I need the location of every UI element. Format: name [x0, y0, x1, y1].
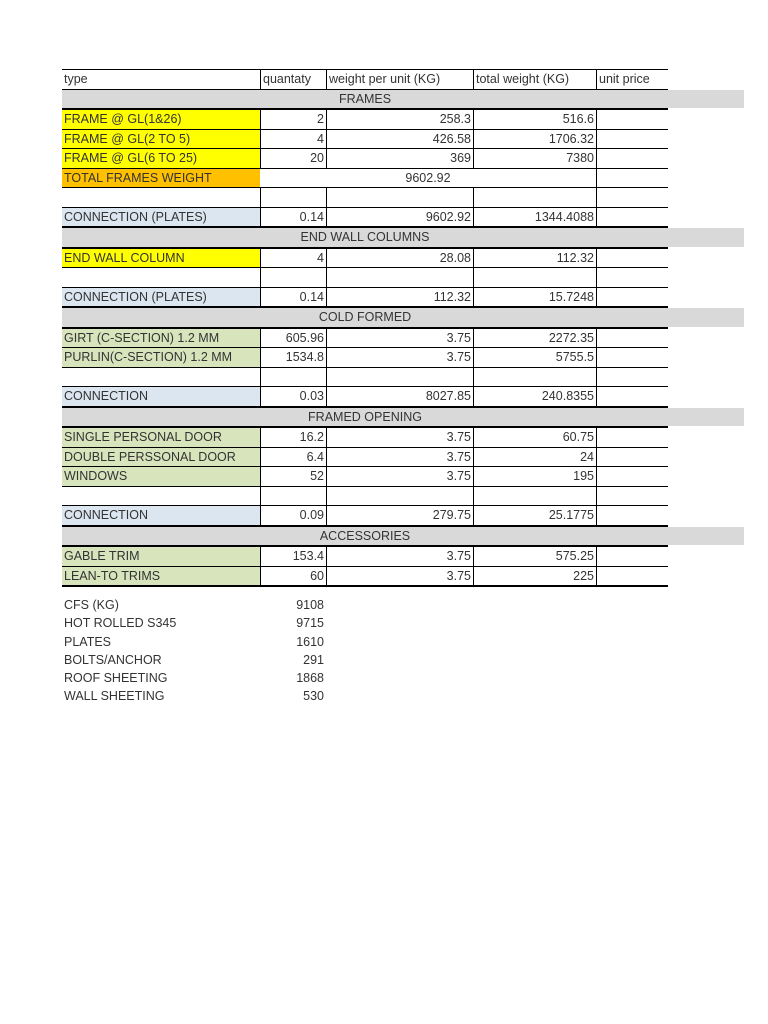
cell-total-weight[interactable]	[473, 487, 596, 506]
connection-row	[62, 288, 668, 309]
cell-quantity[interactable]	[260, 368, 326, 387]
cell-total-weight[interactable]: 5755.5	[473, 348, 596, 367]
summary-row	[64, 596, 334, 614]
summary-label[interactable]: ROOF SHEETING	[64, 671, 168, 686]
section-header-cold-formed	[62, 308, 668, 329]
cell-quantity[interactable]: 4	[260, 249, 326, 268]
summary-row	[64, 633, 334, 651]
section-header-accessories	[62, 527, 668, 548]
cell-type[interactable]	[62, 487, 260, 506]
cell-unit-price[interactable]	[596, 387, 668, 406]
cell-total-weight[interactable]: 60.75	[473, 428, 596, 447]
cell-unit-price[interactable]	[596, 208, 668, 227]
cell-quantity[interactable]: 153.4	[260, 547, 326, 566]
cell-quantity[interactable]: 0.14	[260, 208, 326, 227]
cell-total-weight[interactable]: 7380	[473, 149, 596, 168]
cell-type[interactable]: PURLIN(C-SECTION) 1.2 MM	[62, 348, 260, 367]
total-frames-row	[62, 169, 668, 189]
section-header-end-wall	[62, 228, 668, 249]
cell-weight-per-unit[interactable]: 3.75	[326, 448, 473, 467]
header-type[interactable]: type	[64, 72, 88, 86]
cell-weight-per-unit[interactable]: 258.3	[326, 110, 473, 129]
cell-unit-price[interactable]	[596, 428, 668, 447]
cell-weight-per-unit[interactable]: 28.08	[326, 249, 473, 268]
cell-unit-price[interactable]	[596, 169, 668, 188]
table-row	[62, 428, 668, 448]
cell-type[interactable]: GABLE TRIM	[62, 547, 260, 566]
cell-unit-price[interactable]	[596, 467, 668, 486]
cell-weight-per-unit[interactable]: 8027.85	[326, 387, 473, 406]
section-title[interactable]: FRAMES	[338, 91, 392, 106]
cell-type[interactable]	[62, 188, 260, 207]
cell-type[interactable]: CONNECTION (PLATES)	[62, 288, 260, 307]
connection-row	[62, 506, 668, 527]
table-row	[62, 130, 668, 150]
cell-quantity[interactable]: 20	[260, 149, 326, 168]
cell-total-weight[interactable]	[473, 368, 596, 387]
cell-unit-price[interactable]	[596, 348, 668, 367]
summary-list	[64, 596, 334, 706]
cell-quantity[interactable]: 0.14	[260, 288, 326, 307]
cell-weight-per-unit[interactable]: 3.75	[326, 348, 473, 367]
cell-total-weight[interactable]: 25.1775	[473, 506, 596, 525]
header-unit-price[interactable]: unit price	[596, 70, 668, 89]
cell-unit-price[interactable]	[596, 130, 668, 149]
summary-row	[64, 687, 334, 705]
total-frames-value[interactable]: 9602.92	[405, 170, 451, 185]
cell-type[interactable]: CONNECTION	[62, 387, 260, 406]
cell-total-weight[interactable]	[473, 188, 596, 207]
cell-type[interactable]	[62, 368, 260, 387]
empty-row	[62, 368, 668, 388]
cell-unit-price[interactable]	[596, 487, 668, 506]
cell-weight-per-unit[interactable]: 3.75	[326, 428, 473, 447]
table-row	[62, 547, 668, 567]
header-quantity[interactable]: quantaty	[260, 70, 326, 89]
section-header-frames	[62, 90, 668, 111]
cell-quantity[interactable]	[260, 268, 326, 287]
summary-label[interactable]: HOT ROLLED S345	[64, 616, 177, 631]
cell-type[interactable]	[62, 268, 260, 287]
cell-type[interactable]: FRAME @ GL(6 TO 25)	[62, 149, 260, 168]
cell-weight-per-unit[interactable]: 3.75	[326, 547, 473, 566]
cell-quantity[interactable]	[260, 487, 326, 506]
cell-total-weight[interactable]: 24	[473, 448, 596, 467]
cell-unit-price[interactable]	[596, 149, 668, 168]
summary-row	[64, 614, 334, 632]
cell-quantity[interactable]: 1534.8	[260, 348, 326, 367]
table-row	[62, 149, 668, 169]
summary-label[interactable]: BOLTS/ANCHOR	[64, 652, 162, 667]
cell-total-weight[interactable]: 1344.4088	[473, 208, 596, 227]
cell-total-weight[interactable]: 240.8355	[473, 387, 596, 406]
cell-weight-per-unit[interactable]: 3.75	[326, 329, 473, 348]
cell-quantity[interactable]: 0.03	[260, 387, 326, 406]
cell-weight-per-unit[interactable]: 369	[326, 149, 473, 168]
section-title[interactable]: END WALL COLUMNS	[300, 230, 430, 244]
cell-unit-price[interactable]	[596, 249, 668, 268]
cell-quantity[interactable]: 2	[260, 110, 326, 129]
table-row	[62, 110, 668, 130]
cell-quantity[interactable]: 4	[260, 130, 326, 149]
cell-total-weight[interactable]: 2272.35	[473, 329, 596, 348]
table-row	[62, 448, 668, 468]
cell-quantity[interactable]: 52	[260, 467, 326, 486]
summary-label[interactable]: PLATES	[64, 634, 112, 649]
cell-type[interactable]: FRAME @ GL(1&26)	[62, 110, 260, 129]
cell-weight-per-unit[interactable]: 279.75	[326, 506, 473, 525]
summary-value[interactable]: 9715	[296, 616, 324, 631]
cell-weight-per-unit[interactable]: 3.75	[326, 567, 473, 586]
summary-row	[64, 651, 334, 669]
cell-weight-per-unit[interactable]	[326, 268, 473, 287]
weight-table	[62, 69, 668, 587]
cell-weight-per-unit[interactable]: 3.75	[326, 467, 473, 486]
connection-row	[62, 208, 668, 229]
header-row	[62, 69, 668, 90]
cell-weight-per-unit[interactable]	[326, 368, 473, 387]
cell-quantity[interactable]: 0.09	[260, 506, 326, 525]
empty-row	[62, 487, 668, 507]
cell-weight-per-unit[interactable]: 9602.92	[326, 208, 473, 227]
cell-unit-price[interactable]	[596, 329, 668, 348]
empty-row	[62, 268, 668, 288]
cell-type[interactable]: END WALL COLUMN	[62, 249, 260, 268]
section-header-framed-opening	[62, 408, 668, 429]
cell-type[interactable]: SINGLE PERSONAL DOOR	[62, 428, 260, 447]
cell-total-weight[interactable]: 15.7248	[473, 288, 596, 307]
cell-total-weight[interactable]: 575.25	[473, 547, 596, 566]
table-row	[62, 329, 668, 349]
connection-row	[62, 387, 668, 408]
cell-weight-per-unit[interactable]	[326, 487, 473, 506]
cell-total-weight[interactable]: 225	[473, 567, 596, 586]
summary-value[interactable]: 291	[303, 652, 324, 667]
cell-unit-price[interactable]	[596, 448, 668, 467]
cell-unit-price[interactable]	[596, 110, 668, 129]
cell-weight-per-unit[interactable]: 112.32	[326, 288, 473, 307]
table-row	[62, 249, 668, 269]
cell-type[interactable]: WINDOWS	[62, 467, 260, 486]
cell-unit-price[interactable]	[596, 547, 668, 566]
header-total-weight[interactable]: total weight (KG)	[473, 70, 596, 89]
cell-type[interactable]: GIRT (C-SECTION) 1.2 MM	[62, 329, 260, 348]
cell-quantity[interactable]: 60	[260, 567, 326, 586]
cell-total-weight[interactable]	[473, 268, 596, 287]
cell-unit-price[interactable]	[596, 188, 668, 207]
cell-total-weight[interactable]: 516.6	[473, 110, 596, 129]
empty-row	[62, 188, 668, 208]
table-row	[62, 467, 668, 487]
section-title[interactable]: FRAMED OPENING	[308, 409, 422, 424]
cell-type[interactable]: DOUBLE PERSSONAL DOOR	[62, 448, 260, 467]
summary-value[interactable]: 530	[303, 689, 324, 704]
cell-type[interactable]: LEAN-TO TRIMS	[62, 567, 260, 586]
summary-value[interactable]: 1868	[296, 671, 324, 686]
cell-quantity[interactable]	[260, 188, 326, 207]
cell-quantity[interactable]: 16.2	[260, 428, 326, 447]
cell-weight-per-unit[interactable]: 426.58	[326, 130, 473, 149]
cell-unit-price[interactable]	[596, 567, 668, 586]
summary-label[interactable]: CFS (KG)	[64, 598, 119, 612]
summary-value[interactable]: 9108	[296, 598, 324, 612]
cell-unit-price[interactable]	[596, 288, 668, 307]
section-title[interactable]: ACCESSORIES	[319, 528, 411, 543]
cell-type[interactable]: FRAME @ GL(2 TO 5)	[62, 130, 260, 149]
cell-quantity[interactable]: 6.4	[260, 448, 326, 467]
cell-unit-price[interactable]	[596, 506, 668, 525]
summary-label[interactable]: WALL SHEETING	[64, 689, 165, 704]
section-title[interactable]: COLD FORMED	[318, 310, 412, 324]
summary-value[interactable]: 1610	[296, 634, 324, 649]
cell-type[interactable]: CONNECTION (PLATES)	[62, 208, 260, 227]
cell-unit-price[interactable]	[596, 368, 668, 387]
header-weight-per-unit[interactable]: weight per unit (KG)	[326, 70, 473, 89]
table-row	[62, 567, 668, 588]
table-row	[62, 348, 668, 368]
summary-row	[64, 669, 334, 687]
cell-total-weight[interactable]: 195	[473, 467, 596, 486]
total-frames-label[interactable]: TOTAL FRAMES WEIGHT	[62, 169, 260, 188]
cell-total-weight[interactable]: 1706.32	[473, 130, 596, 149]
cell-weight-per-unit[interactable]	[326, 188, 473, 207]
cell-quantity[interactable]: 605.96	[260, 329, 326, 348]
cell-total-weight[interactable]: 112.32	[473, 249, 596, 268]
cell-unit-price[interactable]	[596, 268, 668, 287]
cell-type[interactable]: CONNECTION	[62, 506, 260, 525]
